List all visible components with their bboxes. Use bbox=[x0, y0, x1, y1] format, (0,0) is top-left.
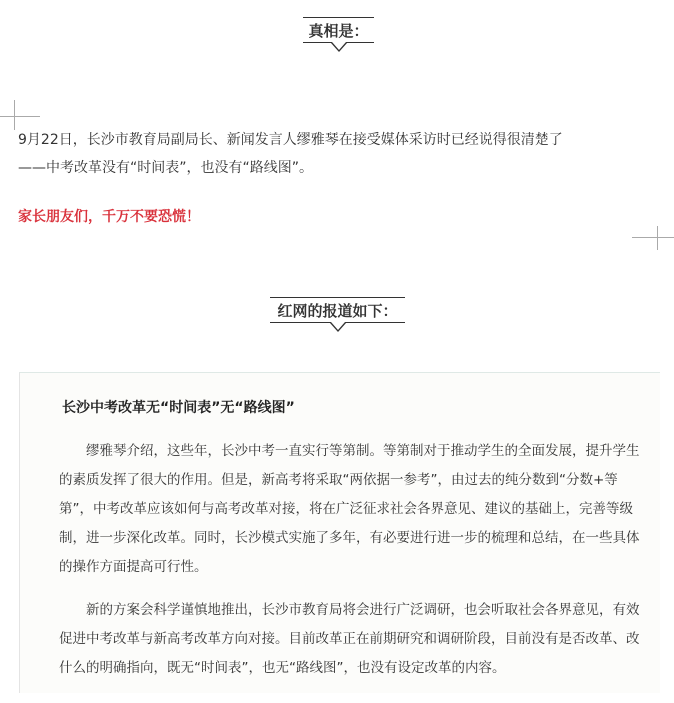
intro-paragraph bbox=[18, 126, 658, 182]
section-heading-report bbox=[270, 297, 405, 323]
intro-line-2: ——中考改革没有“时间表”，也没有“路线图”。 bbox=[18, 160, 314, 176]
section-heading-text: 红网的报道如下： bbox=[277, 301, 398, 320]
heading-pointer-icon bbox=[331, 43, 347, 52]
heading-top-rule bbox=[270, 297, 405, 298]
heading-top-rule bbox=[303, 17, 374, 18]
article-paragraph-2: 新的方案会科学谨慎地推出，长沙市教育局将会进行广泛调研，也会听取社会各界意见，有效促进中考改革与新高考改革方向对接。目前改革正在前期研究和调研阶段，目前没有是否改革、改什么的明确指向，既无“时间表”，也无“路线图”，也没有设定改革的内容。 bbox=[59, 602, 640, 676]
intro-line-1: 9月22日，长沙市教育局副局长、新闻发言人缪雅琴在接受媒体采访时已经说得很清楚了 bbox=[18, 132, 563, 148]
article-screenshot bbox=[19, 372, 660, 693]
alert-text: 家长朋友们，千万不要恐慌！ bbox=[18, 209, 200, 225]
heading-pointer-icon bbox=[330, 323, 346, 332]
article-title: 长沙中考改革无“时间表”无“路线图” bbox=[62, 400, 295, 416]
article-paragraph-1: 缪雅琴介绍，这些年，长沙中考一直实行等第制。等第制对于推动学生的全面发展，提升学生的素质发挥了很大的作用。但是，新高考将采取“两依据一参考”，由过去的纯分数到“分数+等第”，中考改革应该如何与高考改革对接，将在广泛征求社会各界意见、建议的基础上，完善等级制，进一步深化改革。同时，长沙模式实施了多年，有必要进行进一步的梳理和总结，在一些具体的操作方面提高可行性。 bbox=[59, 443, 640, 575]
article-body bbox=[59, 437, 651, 697]
section-heading-truth bbox=[303, 17, 374, 43]
section-heading-text: 真相是： bbox=[308, 21, 369, 40]
